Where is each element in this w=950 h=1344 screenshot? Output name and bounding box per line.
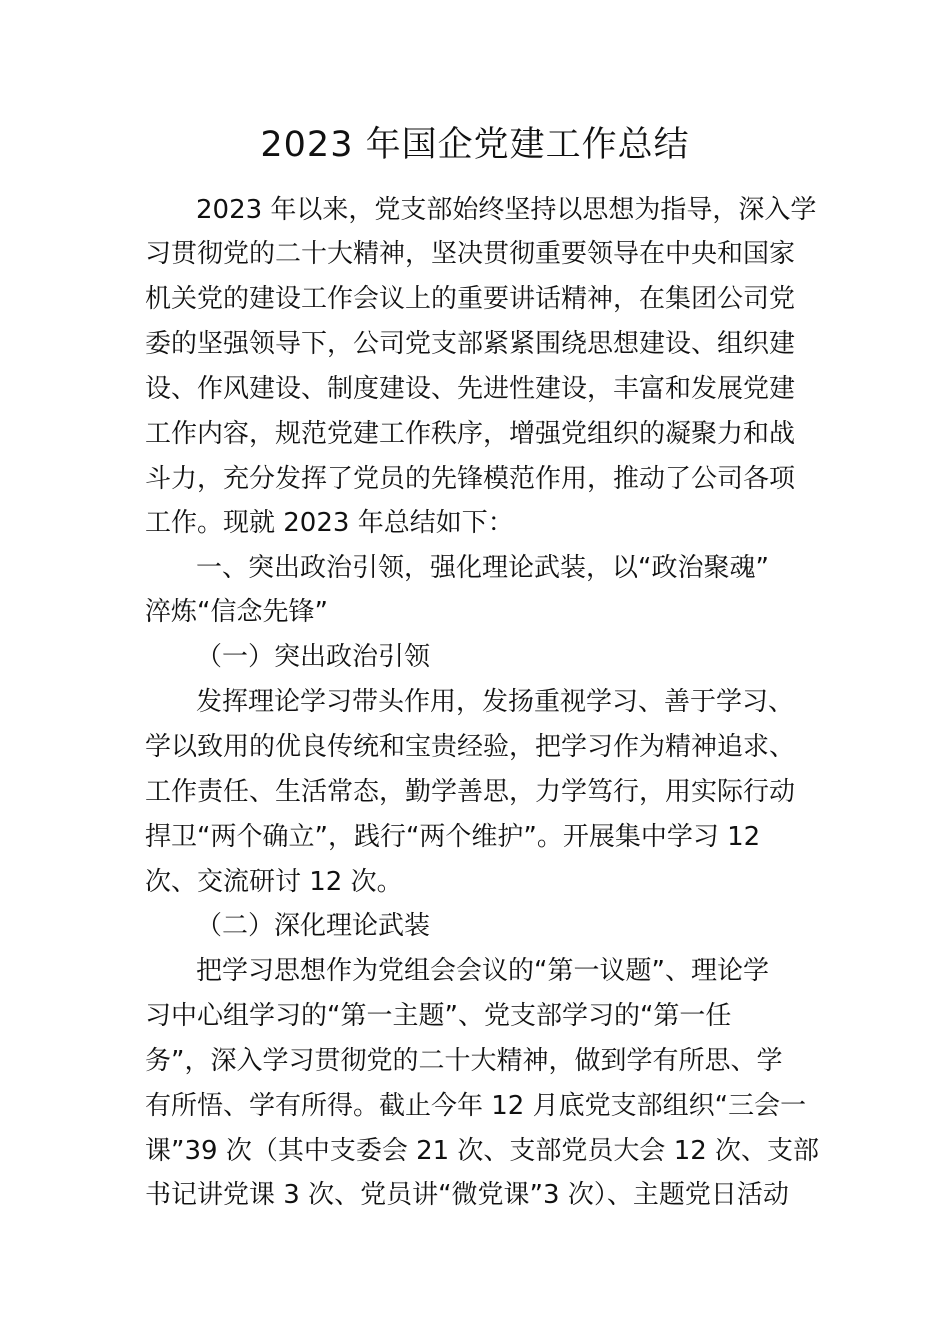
subsection-heading: （一）突出政治引领	[196, 642, 431, 672]
paragraph-line: 工作内容，规范党建工作秩序，增强党组织的凝聚力和战	[145, 419, 796, 449]
subsection-heading: （二）深化理论武装	[196, 911, 431, 941]
paragraph-line: 把学习思想作为党组会会议的“第一议题”、理论学	[196, 956, 769, 986]
section-heading-line: 淬炼“信念先锋”	[145, 597, 328, 627]
paragraph-line: 课”39 次（其中支委会 21 次、支部党员大会 12 次、支部	[145, 1136, 820, 1166]
paragraph-line: 习贯彻党的二十大精神，坚决贯彻重要领导在中央和国家	[145, 239, 796, 269]
paragraph-line: 次、交流研讨 12 次。	[145, 867, 403, 897]
paragraph-line: 2023 年以来，党支部始终坚持以思想为指导，深入学	[196, 195, 817, 225]
paragraph-line: 习中心组学习的“第一主题”、党支部学习的“第一任	[145, 1001, 732, 1031]
paragraph-line: 务”，深入学习贯彻党的二十大精神，做到学有所思、学	[145, 1046, 783, 1076]
paragraph-line: 学以致用的优良传统和宝贵经验，把学习作为精神追求、	[145, 732, 796, 762]
paragraph-line: 有所悟、学有所得。截止今年 12 月底党支部组织“三会一	[145, 1091, 807, 1121]
paragraph-line: 书记讲党课 3 次、党员讲“微党课”3 次）、主题党日活动	[145, 1180, 789, 1210]
paragraph-line: 捍卫“两个确立”，践行“两个维护”。开展集中学习 12	[145, 822, 761, 852]
document-title: 2023 年国企党建工作总结	[260, 125, 690, 165]
paragraph-line: 发挥理论学习带头作用，发扬重视学习、善于学习、	[196, 687, 795, 717]
paragraph-line: 斗力，充分发挥了党员的先锋模范作用，推动了公司各项	[145, 464, 796, 494]
section-heading-line: 一、突出政治引领，强化理论武装，以“政治聚魂”	[196, 553, 769, 583]
paragraph-line: 设、作风建设、制度建设、先进性建设，丰富和发展党建	[145, 374, 796, 404]
paragraph-line: 委的坚强领导下，公司党支部紧紧围绕思想建设、组织建	[145, 329, 796, 359]
paragraph-line: 机关党的建设工作会议上的重要讲话精神，在集团公司党	[145, 284, 796, 314]
paragraph-line: 工作。现就 2023 年总结如下：	[145, 508, 514, 538]
paragraph-line: 工作责任、生活常态，勤学善思，力学笃行，用实际行动	[145, 777, 796, 807]
